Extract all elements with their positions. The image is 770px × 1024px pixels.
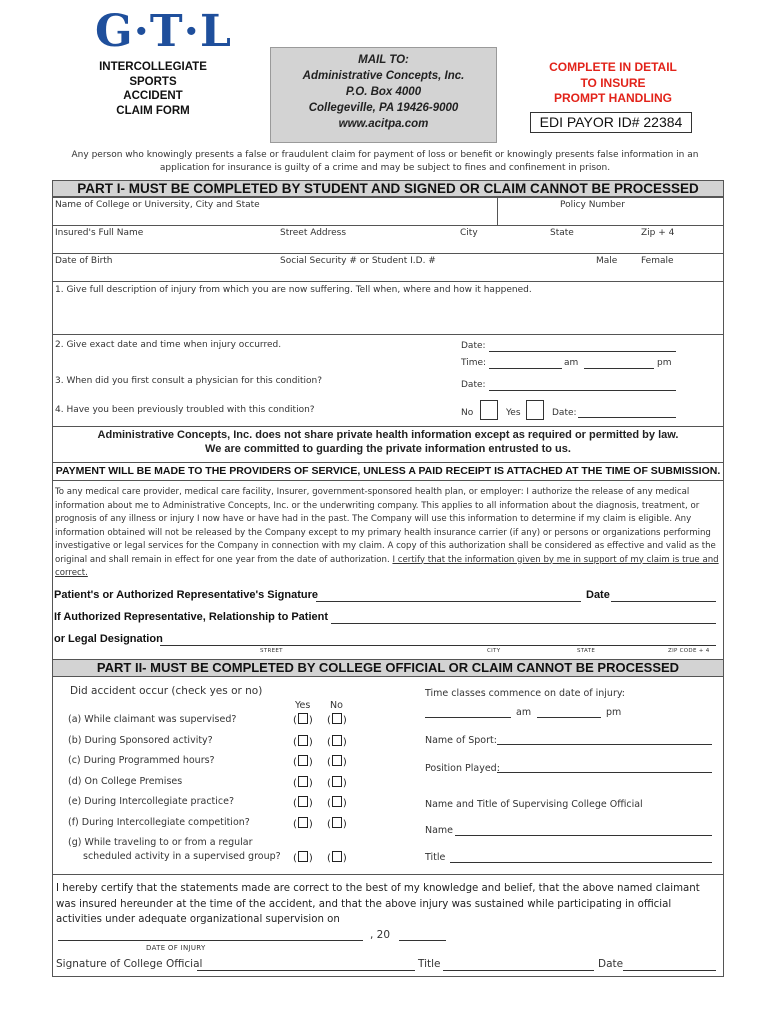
am-label: am [564,358,579,368]
question-3: 3. When did you first consult a physician for this condition? [55,376,322,386]
city-label: City [460,228,478,238]
official-title-label: Title [425,852,446,863]
official-name-field[interactable] [455,835,712,836]
question-a: (a) While claimant was supervised? [68,714,237,725]
fraud-warning: Any person who knowingly presents a false or fraudulent claim for payment of loss or benefit or knowingly presents false information in an application for insurance is guilty of a crime and may be subject to fines and confinement in prison. [71,150,699,173]
part1-header: PART I- MUST BE COMPLETED BY STUDENT AND SIGNED OR CLAIM CANNOT BE PROCESSED [52,180,724,197]
question-1: 1. Give full description of injury from which you are now suffering. Tell when, where and how it happened. [55,285,532,295]
question-b: (b) During Sponsored activity? [68,735,213,746]
q2-time-label: Time: [461,358,487,368]
date-of-injury-field[interactable] [58,940,363,941]
classes-am-label: am [516,707,532,718]
q3-date-label: Date: [461,380,486,390]
q4-no-label: No [461,408,474,418]
complete-notice: COMPLETE IN DETAIL TO INSURE PROMPT HANDLING [549,60,677,105]
question-2: 2. Give exact date and time when injury occurred. [55,340,282,350]
time-classes-label: Time classes commence on date of injury: [425,688,625,699]
q2-date-field[interactable] [489,351,676,352]
question-g-yes-checkbox[interactable]: ( ) [293,853,313,864]
question-g-no-checkbox[interactable]: ( ) [327,853,347,864]
edi-payor-id: EDI PAYOR ID# 22384 [530,112,692,133]
address-street-caption: STREET [260,648,283,654]
pm-label: pm [657,358,672,368]
official-date-field[interactable] [623,970,716,971]
question-c-yes-checkbox[interactable]: ( ) [293,757,313,768]
divider [52,253,724,254]
signature-title-field[interactable] [443,970,594,971]
divider [52,874,724,875]
year-prefix: , 20 [370,929,391,941]
question-a-no-checkbox[interactable]: ( ) [327,715,347,726]
question-f-no-checkbox[interactable]: ( ) [327,819,347,830]
signature-date-label: Date [586,589,610,601]
q2-date-label: Date: [461,341,486,351]
certify-statement: I certify that the information given by me in support of my claim is true and correct. [55,554,719,578]
part2-header: PART II- MUST BE COMPLETED BY COLLEGE OFFICIAL OR CLAIM CANNOT BE PROCESSED [52,659,724,677]
question-g: (g) While traveling to or from a regular [68,837,253,848]
patient-signature-label: Patient's or Authorized Representative's Signature [54,589,318,601]
question-e-no-checkbox[interactable]: ( ) [327,798,347,809]
question-b-no-checkbox[interactable]: ( ) [327,737,347,748]
divider [52,334,724,335]
street-address-label: Street Address [280,228,347,238]
question-a-yes-checkbox[interactable]: ( ) [293,715,313,726]
question-f: (f) During Intercollegiate competition? [68,817,250,828]
legal-address-field[interactable] [160,645,716,646]
ssn-label: Social Security # or Student I.D. # [280,256,436,266]
position-field[interactable] [497,772,712,773]
address-city-caption: CITY [487,648,501,654]
sport-field[interactable] [497,744,712,745]
classes-pm-field[interactable] [537,717,601,718]
relationship-field[interactable] [331,623,716,624]
did-accident-label: Did accident occur (check yes or no) [70,685,263,697]
female-label: Female [641,256,674,266]
male-label: Male [596,256,618,266]
insured-name-label: Insured's Full Name [55,228,144,238]
question-d-yes-checkbox[interactable]: ( ) [293,778,313,789]
certification-text: I hereby certify that the statements made are correct to the best of my knowledge and belief, that the above named claimant was insured hereunder at the time of the accident, and that the above injury was sustained while participating in official activities under adequate organizational supervision on [56,883,700,925]
official-title-field[interactable] [450,862,712,863]
q4-date-label: Date: [552,408,577,418]
no-column-header: No [330,700,343,711]
divider [52,225,724,226]
dob-label: Date of Birth [55,256,113,266]
q2-pm-field[interactable] [584,368,654,369]
divider [52,426,724,427]
patient-signature-field[interactable] [316,601,581,602]
official-signature-field[interactable] [197,970,415,971]
question-f-yes-checkbox[interactable]: ( ) [293,819,313,830]
form-title: INTERCOLLEGIATE SPORTS ACCIDENT CLAIM FORM [99,61,207,117]
question-d: (d) On College Premises [68,776,183,787]
address-zip-caption: ZIP CODE + 4 [668,648,710,654]
question-g-continued: scheduled activity in a supervised group? [83,851,281,862]
official-signature-label: Signature of College Official [56,958,203,970]
address-state-caption: STATE [577,648,596,654]
year-field[interactable] [399,940,446,941]
divider [497,197,498,225]
q4-no-checkbox[interactable] [480,400,498,420]
divider [52,281,724,282]
q2-am-field[interactable] [489,368,562,369]
zip-label: Zip + 4 [641,228,675,238]
gtl-logo: G·T·L [95,6,232,57]
payment-notice: PAYMENT WILL BE MADE TO THE PROVIDERS OF SERVICE, UNLESS A PAID RECEIPT IS ATTACHED AT THE TIME OF SUBMISSION. [55,465,721,477]
official-name-label: Name [425,825,454,836]
authorization-text: To any medical care provider, medical care facility, Insurer, government-sponsored health plan, or employer: I authorize the release of any medical information about me to Administrative Concepts, Inc. or the underwriting company. This applies to all information about the diagnosis, treatment, or prognosis of any illness or injury I now have or have had in the past. The Company will use this information to determine if my claim is eligible. Any information obtained will not be released by the Company except to my primary health insurance carrier (if any) or persons or organizations performing investigative or legal services for the Company in connection with my claim. A copy of this authorization shall be considered as effective and valid as the original and shall remain in effect for one year from the date of authorization. I certify that the information given by me in support of my claim is true and correct. [55,487,719,578]
signature-date-field[interactable] [611,601,716,602]
sport-label: Name of Sport: [425,735,497,746]
signature-title-label: Title [418,958,441,970]
college-label: Name of College or University, City and State [55,200,260,210]
signature-date-label-2: Date [598,958,624,970]
state-label: State [550,228,574,238]
position-label: Position Played: [425,763,500,774]
privacy-notice: Administrative Concepts, Inc. does not share private health information except as required or permitted by law. We are committed to guarding the private information entrusted to us. [97,429,679,455]
question-c-no-checkbox[interactable]: ( ) [327,757,347,768]
legal-designation-label: or Legal Designation [54,633,163,645]
divider [52,480,724,481]
q4-date-field[interactable] [578,417,676,418]
question-4: 4. Have you been previously troubled with this condition? [55,405,315,415]
q4-yes-checkbox[interactable] [526,400,544,420]
date-of-injury-caption: DATE OF INJURY [146,944,206,952]
mail-to-box: MAIL TO: Administrative Concepts, Inc. P.O. Box 4000 Collegeville, PA 19426-9000 www.acitpa.com [270,47,497,143]
question-e-yes-checkbox[interactable]: ( ) [293,798,313,809]
supervisor-label: Name and Title of Supervising College Official [425,799,643,810]
classes-am-field[interactable] [425,717,511,718]
classes-pm-label: pm [606,707,622,718]
question-d-no-checkbox[interactable]: ( ) [327,778,347,789]
policy-number-label: Policy Number [560,200,625,210]
yes-column-header: Yes [295,700,311,711]
relationship-label: If Authorized Representative, Relationship to Patient [54,611,329,623]
question-e: (e) During Intercollegiate practice? [68,796,235,807]
question-b-yes-checkbox[interactable]: ( ) [293,737,313,748]
q4-yes-label: Yes [506,408,521,418]
question-c: (c) During Programmed hours? [68,755,215,766]
q3-date-field[interactable] [489,390,676,391]
